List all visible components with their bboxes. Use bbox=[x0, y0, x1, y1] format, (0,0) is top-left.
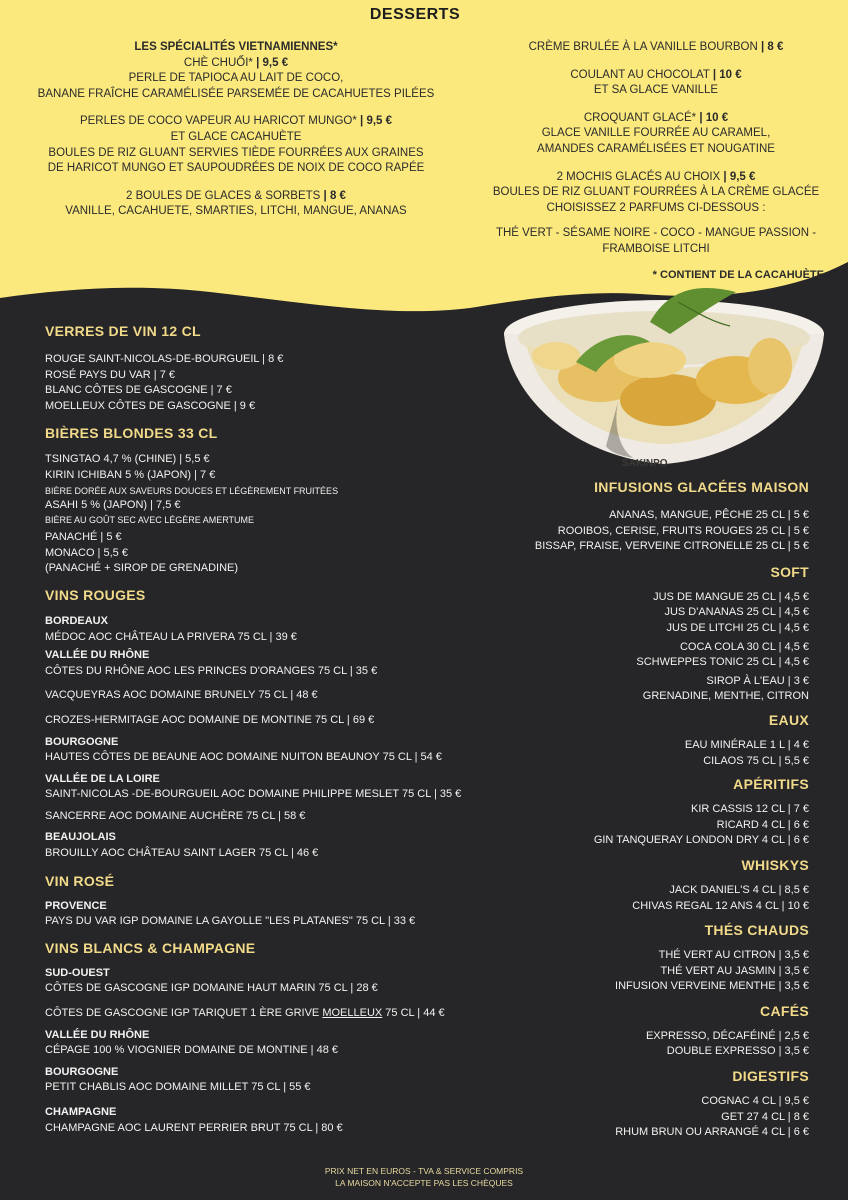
desserts-right-column bbox=[488, 40, 824, 283]
dessert-plate-image bbox=[500, 282, 828, 478]
desserts-title: DESSERTS bbox=[369, 6, 461, 23]
region-label: CHAMPAGNE bbox=[45, 1106, 117, 1118]
dessert-item-coulant: COULANT AU CHOCOLAT | 10 € bbox=[570, 68, 742, 81]
menu-item: RICARD 4 CL | 6 € bbox=[716, 818, 809, 831]
section-title-thes: THÉS CHAUDS bbox=[704, 922, 809, 939]
menu-item: ANANAS, MANGUE, PÊCHE 25 CL | 5 € bbox=[609, 509, 809, 521]
menu-item: COGNAC 4 CL | 9,5 € bbox=[701, 1095, 809, 1108]
drinks-right-column bbox=[460, 478, 809, 1141]
menu-item: BLANC CÔTES DE GASCOGNE | 7 € bbox=[45, 384, 232, 397]
section-title-rose: VIN ROSÉ bbox=[45, 872, 115, 889]
menu-item: CÔTES DU RHÔNE AOC LES PRINCES D'ORANGES 75 CL | 35 € bbox=[45, 664, 378, 677]
menu-item-desc: (PANACHÉ + SIROP DE GRENADINE) bbox=[45, 562, 239, 575]
menu-item-desc: BIÈRE DORÉE AUX SAVEURS DOUCES ET LÉGÈREMENT FRUITÉES bbox=[45, 485, 339, 496]
dessert-desc: BOULES DE RIZ GLUANT FOURRÉES À LA CRÈME GLACÉE bbox=[492, 186, 820, 199]
menu-item: JACK DANIEL'S 4 CL | 8,5 € bbox=[669, 883, 809, 896]
section-title-whiskys: WHISKYS bbox=[741, 856, 809, 873]
peanut-note: * CONTIENT DE LA CACAHUÈTE bbox=[652, 268, 824, 281]
section-title-cafes: CAFÉS bbox=[760, 1002, 809, 1019]
menu-item: THÉ VERT AU CITRON | 3,5 € bbox=[658, 949, 809, 962]
menu-item: PETIT CHABLIS AOC DOMAINE MILLET 75 CL | 55 € bbox=[45, 1081, 311, 1094]
menu-item: EAU MINÉRALE 1 L | 4 € bbox=[684, 738, 809, 751]
menu-item: VACQUEYRAS AOC DOMAINE BRUNELY 75 CL | 48 € bbox=[45, 689, 318, 702]
section-title-infusions: INFUSIONS GLACÉES MAISON bbox=[594, 479, 809, 495]
section-title-whites: VINS BLANCS & CHAMPAGNE bbox=[45, 939, 256, 956]
menu-item: EXPRESSO, DÉCAFÉINÉ | 2,5 € bbox=[645, 1029, 809, 1042]
menu-item: PAYS DU VAR IGP DOMAINE LA GAYOLLE "LES PLATANES" 75 CL | 33 € bbox=[45, 915, 416, 928]
menu-item: ASAHI 5 % (JAPON) | 7,5 € bbox=[45, 498, 181, 511]
menu-item: BISSAP, FRAISE, VERVEINE CITRONELLE 25 CL | 5 € bbox=[534, 540, 809, 553]
dessert-item-che-chuoi: CHÈ CHUỐI* | 9,5 € bbox=[183, 56, 289, 69]
region-label: VALLÉE DU RHÔNE bbox=[45, 649, 150, 662]
menu-item: GET 27 4 CL | 8 € bbox=[721, 1110, 809, 1123]
menu-item: SAINT-NICOLAS -DE-BOURGUEIL AOC DOMAINE PHILIPPE MESLET 75 CL | 35 € bbox=[45, 788, 462, 801]
menu-item: ROUGE SAINT-NICOLAS-DE-BOURGUEIL | 8 € bbox=[45, 353, 284, 365]
section-title-digestifs: DIGESTIFS bbox=[732, 1068, 809, 1085]
menu-item: COCA COLA 30 CL | 4,5 € bbox=[679, 640, 809, 653]
menu-item: PANACHÉ | 5 € bbox=[45, 531, 122, 544]
menu-item-desc: BIÈRE AU GOÛT SEC AVEC LÉGÈRE AMERTUME bbox=[45, 515, 255, 526]
region-label: VALLÉE DU RHÔNE bbox=[45, 1028, 150, 1041]
menu-item: MOELLEUX CÔTES DE GASCOGNE | 9 € bbox=[45, 399, 256, 412]
menu-item: BROUILLY AOC CHÂTEAU SAINT LAGER 75 CL | 46 € bbox=[45, 847, 319, 860]
menu-item: CILAOS 75 CL | 5,5 € bbox=[703, 754, 809, 767]
section-title-soft: SOFT bbox=[770, 563, 809, 580]
region-label: BOURGOGNE bbox=[45, 1065, 119, 1078]
dessert-desc: BOULES DE RIZ GLUANT SERVIES TIÈDE FOURRÉES AUX GRAINES bbox=[48, 146, 424, 159]
dessert-item-croquant: CROQUANT GLACÉ* | 10 € bbox=[583, 111, 729, 124]
menu-item: MÉDOC AOC CHÂTEAU LA PRIVERA 75 CL | 39 € bbox=[45, 630, 297, 643]
mochi-flavors: FRAMBOISE LITCHI bbox=[602, 242, 710, 255]
section-title-wine-glasses: VERRES DE VIN 12 CL bbox=[45, 323, 201, 339]
footer-line: PRIX NET EN EUROS - TVA & SERVICE COMPRIS bbox=[324, 1166, 524, 1176]
dessert-item-glaces: 2 BOULES DE GLACES & SORBETS | 8 € bbox=[126, 189, 346, 202]
menu-item-tariquet: CÔTES DE GASCOGNE IGP TARIQUET 1 ÈRE GRIVE MOELLEUX 75 CL | 44 € bbox=[45, 1007, 445, 1020]
menu-item: SANCERRE AOC DOMAINE AUCHÈRE 75 CL | 58 € bbox=[45, 809, 306, 822]
mochi-flavors: THÉ VERT - SÉSAME NOIRE - COCO - MANGUE PASSION - bbox=[495, 227, 817, 240]
section-title-eaux: EAUX bbox=[768, 711, 809, 728]
dessert-desc: ET SA GLACE VANILLE bbox=[593, 84, 719, 97]
menu-item-desc: GRENADINE, MENTHE, CITRON bbox=[642, 690, 809, 703]
dessert-desc: BANANE FRAÎCHE CARAMÉLISÉE PARSEMÉE DE CACAHUETES PILÉES bbox=[37, 87, 435, 100]
menu-item: CHAMPAGNE AOC LAURENT PERRIER BRUT 75 CL | 80 € bbox=[45, 1121, 343, 1134]
menu-item: CHIVAS REGAL 12 ANS 4 CL | 10 € bbox=[632, 899, 809, 912]
footer-line: LA MAISON N'ACCEPTE PAS LES CHÈQUES bbox=[335, 1177, 513, 1188]
region-label: BEAUJOLAIS bbox=[45, 831, 116, 844]
dessert-item-perles-coco: PERLES DE COCO VAPEUR AU HARICOT MUNGO* | 9,5 € bbox=[79, 115, 393, 128]
menu-item: RHUM BRUN OU ARRANGÉ 4 CL | 6 € bbox=[615, 1126, 809, 1139]
dessert-desc: CHOISISSEZ 2 PARFUMS CI-DESSOUS : bbox=[546, 201, 766, 214]
menu-item: ROSÉ PAYS DU VAR | 7 € bbox=[45, 368, 176, 381]
menu-item: JUS DE LITCHI 25 CL | 4,5 € bbox=[666, 621, 809, 634]
menu-item: DOUBLE EXPRESSO | 3,5 € bbox=[666, 1045, 809, 1058]
menu-item: SCHWEPPES TONIC 25 CL | 4,5 € bbox=[636, 656, 809, 669]
section-title-red-wines: VINS ROUGES bbox=[45, 586, 146, 603]
menu-item: SIROP À L'EAU | 3 € bbox=[706, 674, 809, 687]
dessert-desc: DE HARICOT MUNGO ET SAUPOUDRÉES DE NOIX DE COCO RAPÉE bbox=[47, 162, 425, 175]
region-label: BORDEAUX bbox=[45, 614, 108, 627]
menu-item: CÔTES DE GASCOGNE IGP DOMAINE HAUT MARIN 75 CL | 28 € bbox=[45, 982, 378, 995]
dessert-heading-vietnamese: LES SPÉCIALITÉS VIETNAMIENNES* bbox=[134, 41, 338, 53]
dessert-desc: VANILLE, CACAHUETE, SMARTIES, LITCHI, MANGUE, ANANAS bbox=[65, 205, 407, 218]
menu-item: TSINGTAO 4,7 % (CHINE) | 5,5 € bbox=[45, 453, 210, 466]
plate-logo-text: SAKINPO bbox=[622, 458, 668, 469]
section-title-beers: BIÈRES BLONDES 33 CL bbox=[45, 425, 218, 442]
drinks-left-column bbox=[45, 322, 515, 1136]
dessert-desc: ET GLACE CACAHUÈTE bbox=[170, 130, 302, 143]
menu-item: THÉ VERT AU JASMIN | 3,5 € bbox=[660, 964, 809, 977]
region-label: BOURGOGNE bbox=[45, 735, 119, 748]
region-label: SUD-OUEST bbox=[45, 966, 110, 979]
dessert-item-creme-brulee: CRÈME BRULÉE À LA VANILLE BOURBON | 8 € bbox=[528, 41, 784, 53]
region-label: PROVENCE bbox=[45, 899, 107, 912]
section-title-aperitifs: APÉRITIFS bbox=[733, 776, 809, 793]
menu-item: JUS D'ANANAS 25 CL | 4,5 € bbox=[664, 606, 809, 619]
menu-item: JUS DE MANGUE 25 CL | 4,5 € bbox=[653, 590, 809, 603]
menu-item: ROOIBOS, CERISE, FRUITS ROUGES 25 CL | 5 € bbox=[557, 524, 809, 537]
menu-item: HAUTES CÔTES DE BEAUNE AOC DOMAINE NUITON BEAUNOY 75 CL | 54 € bbox=[45, 751, 442, 764]
dessert-desc: GLACE VANILLE FOURRÉE AU CARAMEL, bbox=[541, 127, 771, 140]
menu-item: CÉPAGE 100 % VIOGNIER DOMAINE DE MONTINE | 48 € bbox=[45, 1044, 339, 1057]
menu-item: CROZES-HERMITAGE AOC DOMAINE DE MONTINE 75 CL | 69 € bbox=[45, 713, 375, 726]
dessert-item-mochis: 2 MOCHIS GLACÉS AU CHOIX | 9,5 € bbox=[556, 170, 756, 183]
desserts-left-column bbox=[14, 40, 458, 220]
dessert-desc: PERLE DE TAPIOCA AU LAIT DE COCO, bbox=[128, 72, 344, 85]
menu-item: KIRIN ICHIBAN 5 % (JAPON) | 7 € bbox=[45, 468, 216, 481]
dessert-desc: AMANDES CARAMÉLISÉES ET NOUGATINE bbox=[537, 142, 775, 155]
region-label: VALLÉE DE LA LOIRE bbox=[45, 772, 160, 785]
menu-item: KIR CASSIS 12 CL | 7 € bbox=[690, 803, 809, 816]
menu-item: MONACO | 5,5 € bbox=[45, 546, 128, 559]
menu-item: INFUSION VERVEINE MENTHE | 3,5 € bbox=[615, 980, 809, 993]
menu-item: GIN TANQUERAY LONDON DRY 4 CL | 6 € bbox=[593, 834, 809, 847]
footer bbox=[254, 1166, 594, 1189]
